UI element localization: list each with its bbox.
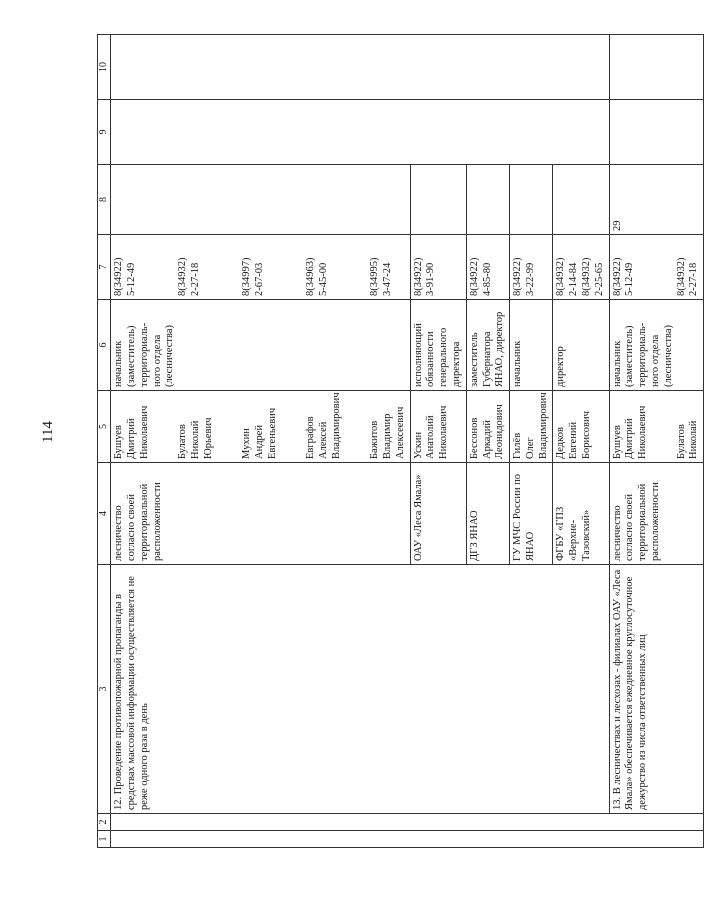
phone: 8(34922) 3-22-99 <box>510 235 553 300</box>
cell-col10 <box>111 35 609 100</box>
responsible-org: лесничество согласно своей территориальной расположенности <box>111 463 410 565</box>
responsible-org: ФГБУ «ГПЗ «Верхне- Тазовский» <box>553 463 609 565</box>
cell-col8 <box>410 165 466 235</box>
header-cell: 8 <box>98 165 111 235</box>
cell-col8 <box>466 165 509 235</box>
cell-col8 <box>111 165 410 235</box>
header-cell: 4 <box>98 463 111 565</box>
position: начальник <box>510 300 553 391</box>
header-cell: 9 <box>98 100 111 165</box>
position: начальник (заместитель) территориаль- ного отдела (лесничества) <box>609 300 704 391</box>
cell-col8: 29 <box>609 165 704 235</box>
responsible-org: ГУ МЧС России по ЯНАО <box>510 463 553 565</box>
cell-col9 <box>111 100 609 165</box>
rotated-table-container <box>97 35 700 848</box>
responsible-person: Бушуев Дмитрий Николаевич Булатов Николай <box>609 391 704 463</box>
cell-col8 <box>510 165 553 235</box>
item-12-description: 12. Проведение противопожарной пропаганды в средствах массовой информации осуществляется не реже одного раза в день <box>111 565 609 814</box>
responsible-person: Дедков Евгений Борисович <box>553 391 609 463</box>
header-row <box>98 35 111 848</box>
cell-col9 <box>609 100 704 165</box>
phone: 8(34932) 2-14-84 8(34932) 2-25-65 <box>553 235 609 300</box>
position: исполняющий обязанности генерального директора <box>410 300 466 391</box>
phone: 8(34922) 5-12-49 8(34932) 2-27-18 <box>609 235 704 300</box>
position: директор <box>553 300 609 391</box>
cell-col10 <box>609 35 704 100</box>
header-cell: 7 <box>98 235 111 300</box>
table-row <box>111 35 410 848</box>
header-cell: 5 <box>98 391 111 463</box>
phone: 8(34922) 4-85-80 <box>466 235 509 300</box>
item-13-description: 13. В лесничествах и лесхозах - филиалах ОАУ «Леса Ямала» обеспечивается ежедневное круглосуточное дежурство из числа ответственных лиц <box>609 565 704 814</box>
phone: 8(34922) 5-12-49 8(34932) 2-27-18 8(34997) 2-67-03 8(34963) 5-45-00 8(34995) 3-47-24 <box>111 235 410 300</box>
position: начальник (заместитель) территориаль- ного отдела (лесничества) <box>111 300 410 391</box>
fire-prevention-table <box>97 34 704 848</box>
cell-col2 <box>111 814 704 831</box>
position: заместитель Губернатора ЯНАО, директор <box>466 300 509 391</box>
phone: 8(34922) 3-91-90 <box>410 235 466 300</box>
responsible-person: Бессонов Аркадий Леонидович <box>466 391 509 463</box>
header-cell: 6 <box>98 300 111 391</box>
responsible-org: ОАУ «Леса Ямала» <box>410 463 466 565</box>
header-cell: 2 <box>98 814 111 831</box>
responsible-person: Бушуев Дмитрий Николаевич Булатов Николай Юрьевич Мухин Андрей Евгеньевич Евграфов Алексей Владимирович Бажитов Владимир Алексеевич <box>111 391 410 463</box>
header-cell: 1 <box>98 831 111 848</box>
cell-col1 <box>111 831 704 848</box>
responsible-org: ДГЗ ЯНАО <box>466 463 509 565</box>
header-cell: 3 <box>98 565 111 814</box>
header-cell: 10 <box>98 35 111 100</box>
table-row <box>609 35 704 848</box>
responsible-person: Гилёв Олег Владимирович <box>510 391 553 463</box>
cell-col8 <box>553 165 609 235</box>
responsible-person: Ускин Анатолий Николаевич <box>410 391 466 463</box>
page-number: 114 <box>40 421 56 443</box>
responsible-org: лесничество согласно своей территориальной расположенности <box>609 463 704 565</box>
